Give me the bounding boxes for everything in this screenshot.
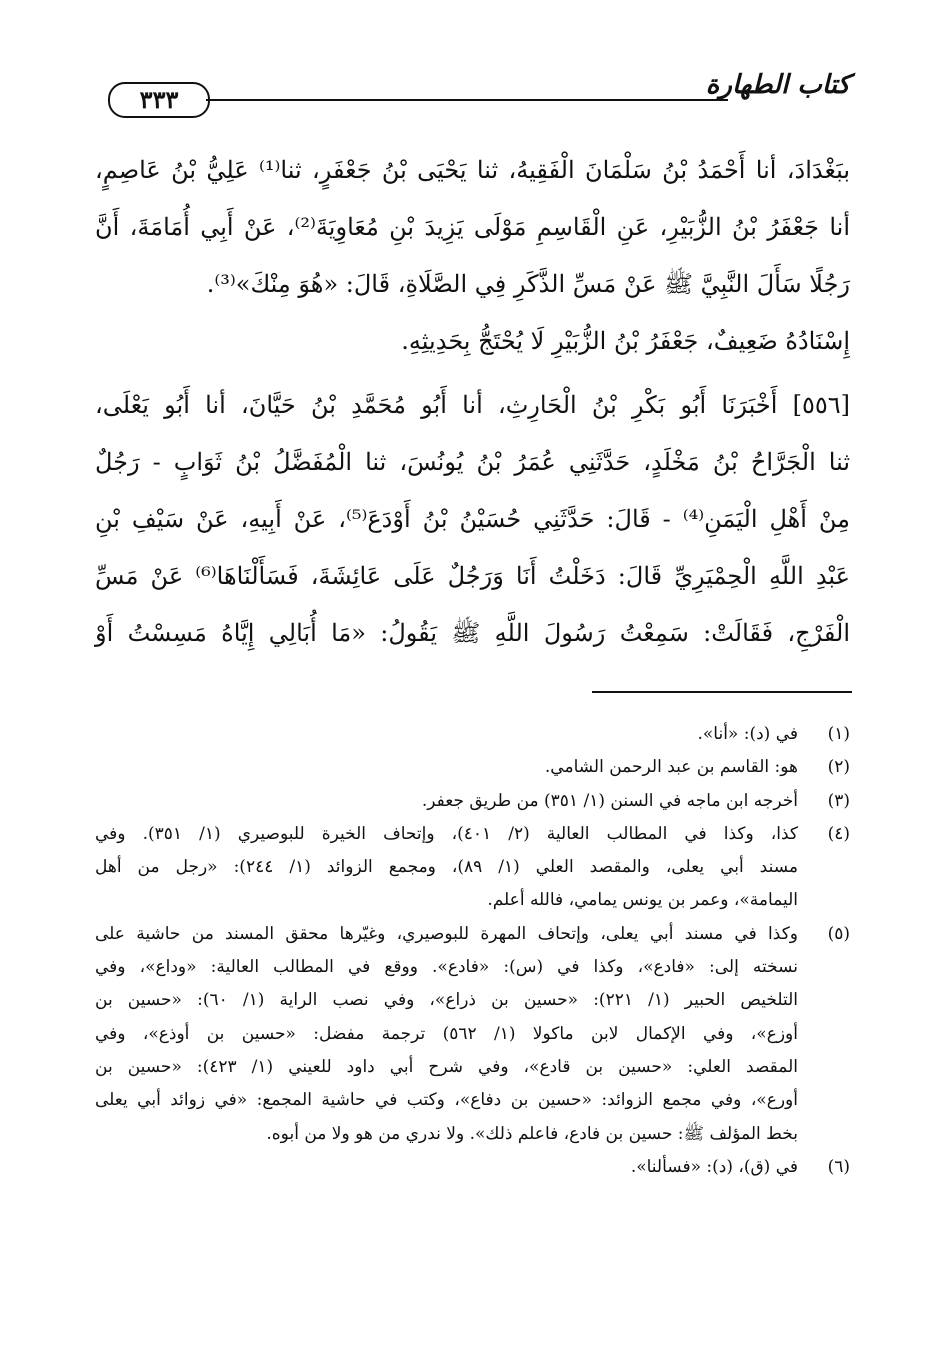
footnote-number: (٥) — [827, 923, 850, 944]
footnote-number: (٦) — [827, 1156, 850, 1177]
text-line: أنا جَعْفَرُ بْنُ الزُّبَيْرِ، عَنِ الْقَاسِمِ مَوْلَى يَزِيدَ بْنِ مُعَاوِيَةَ⁽²⁾، عَنْ أَبِي أُمَامَةَ، أَنَّ — [95, 213, 850, 241]
footnote-number: (١) — [827, 724, 850, 744]
text-line: رَجُلًا سَأَلَ النَّبِيَّ ﷺ عَنْ مَسِّ الذَّكَرِ فِي الصَّلَاةِ، قَالَ: «هُوَ مِنْكَ»⁽³⁾. — [206, 270, 850, 298]
footnote-line: التلخيص الحبير (١/ ٢٢١): «حسين بن ذراع»، وفي نصب الراية (١/ ٦٠): «حسين بن — [95, 990, 798, 1011]
footnote-line: وكذا في مسند أبي يعلى، وإتحاف المهرة للبوصيري، وغيّرها محقق المسند من حاشية على — [95, 923, 798, 944]
footnote-separator — [592, 691, 852, 693]
text-line: مِنْ أَهْلِ الْيَمَنِ⁽⁴⁾ - قَالَ: حَدَّثَنِي حُسَيْنُ بْنُ أَوْدَعَ⁽⁵⁾، عَنْ أَبِيهِ، عَنْ سَيْفِ بْنِ — [95, 505, 851, 533]
footnote-line: كذا، وكذا في المطالب العالية (٢/ ٤٠١)، وإتحاف الخيرة للبوصيري (١/ ٣٥١). وفي — [95, 823, 798, 844]
footnote-line: أورع»، وفي مجمع الزوائد: «حسين بن دفاع»، وكتب في حاشية المجمع: «في زوائد أبي يعلى — [95, 1090, 798, 1111]
footnote-line: مسند أبي يعلى، والمقصد العلي (١/ ٨٩)، ومجمع الزوائد (١/ ٢٤٤): «رجل من أهل — [95, 857, 799, 878]
footnote-line: نسخته إلى: «فادع»، وكذا في (س): «فادع». ووقع في المطالب العالية: «وداع»، وفي — [95, 957, 798, 978]
footnote-4 — [95, 818, 850, 918]
footnote-3 — [95, 785, 850, 818]
footnotes — [95, 718, 850, 1184]
header-rule — [206, 99, 728, 101]
book-title: كتاب الطهارة — [705, 70, 850, 100]
text-line: عَبْدِ اللَّهِ الْحِمْيَرِيِّ قَالَ: دَخَلْتُ أَنَا وَرَجُلٌ عَلَى عَائِشَةَ، فَسَأَلْنَاهَا⁽⁶⁾ عَنْ مَسِّ — [95, 562, 850, 590]
footnote-line: في (د): «أنا». — [697, 724, 798, 744]
footnote-number: (٢) — [827, 757, 850, 778]
footnote-line: هو: القاسم بن عبد الرحمن الشامي. — [544, 757, 798, 778]
footnote-line: المقصد العلي: «حسين بن قادع»، وفي شرح أبي داود للعيني (١/ ٤٢٣): «حسين بن — [95, 1056, 798, 1077]
footnote-line: أوزع»، وفي الإكمال لابن ماكولا (١/ ٥٦٢) ترجمة مفضل: «حسين بن أوذع»، وفي — [95, 1023, 798, 1044]
page-number-frame — [108, 82, 210, 118]
footnote-line: بخط المؤلف ﷺ: حسين بن فادع، فاعلم ذلك». ولا ندري من هو ولا من أبوه. — [266, 1123, 798, 1144]
hadith-556-line: [٥٥٦] أَخْبَرَنَا أَبُو بَكْرِ بْنُ الْحَارِثِ، أنا أَبُو مُحَمَّدِ بْنُ حَيَّانَ، أنا أَبُو يَعْلَى، — [95, 391, 850, 419]
footnote-1 — [95, 718, 850, 751]
running-header — [108, 68, 850, 124]
text-line: الْفَرْجِ، فَقَالَتْ: سَمِعْتُ رَسُولَ اللَّهِ ﷺ يَقُولُ: «مَا أُبَالِي إِيَّاهُ مَسِسْتُ أَوْ — [95, 619, 850, 647]
footnote-6 — [95, 1151, 850, 1184]
footnote-line: في (ق)، (د): «فسألنا». — [630, 1156, 798, 1177]
footnote-line: اليمامة»، وعمر بن يونس يمامي، فالله أعلم. — [487, 890, 798, 911]
text-line: إِسْنَادُهُ ضَعِيفٌ، جَعْفَرُ بْنُ الزُّبَيْرِ لَا يُحْتَجُّ بِحَدِيثِهِ. — [401, 327, 850, 355]
footnote-number: (٣) — [827, 790, 850, 811]
main-text — [95, 142, 850, 662]
page-number: ٣٣٣ — [139, 85, 179, 114]
text-line: ثنا الْجَرَّاحُ بْنُ مَخْلَدٍ، حَدَّثَنِي عُمَرُ بْنُ يُونُسَ، ثنا الْمُفَضَّلُ بْنُ ثَوَابٍ - رَجُلٌ — [95, 448, 850, 476]
footnote-2 — [95, 751, 850, 784]
footnote-number: (٤) — [827, 823, 850, 844]
text-line: ببَغْدَادَ، أنا أَحْمَدُ بْنُ سَلْمَانَ الْفَقِيهُ، ثنا يَحْيَى بْنُ جَعْفَرٍ، ثنا⁽¹⁾ عَلِيُّ بْنُ عَاصِمٍ، — [95, 156, 850, 184]
footnote-line: أخرجه ابن ماجه في السنن (١/ ٣٥١) من طريق جعفر. — [421, 790, 798, 811]
footnote-5 — [95, 918, 850, 1151]
